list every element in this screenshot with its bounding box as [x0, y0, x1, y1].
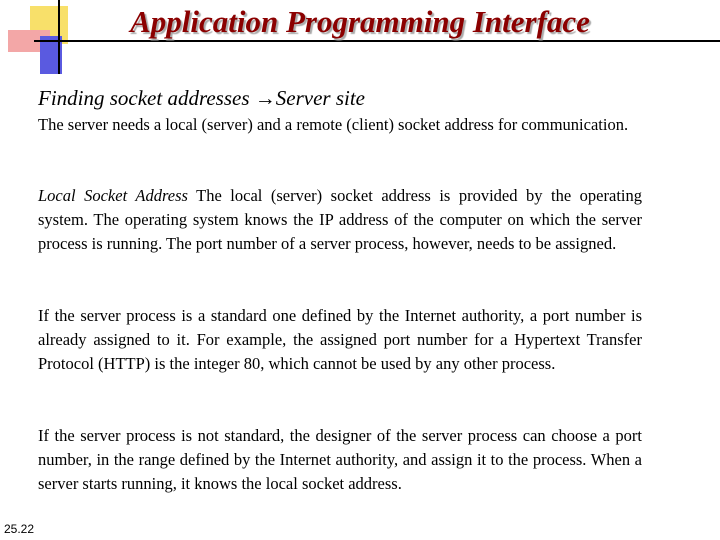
paragraph-intro: The server needs a local (server) and a remote (client) socket address for communication. [38, 115, 629, 134]
arrow-right-icon: → [254, 86, 276, 110]
paragraph-standard-port: If the server process is a standard one defined by the Internet authority, a port number is already assigned to it. For example, the assigned port number for a Hypertext Transfer Protocol (HTTP) is the integer 80, which cannot be used by any other process. [38, 306, 642, 373]
slide-title: Application Programming Interface [130, 4, 590, 39]
paragraph-body: The local (server) socket address is provided by the operating system. The operating system knows the IP address of the computer on which the server process is running. The port number of a server process, however, needs to be assigned. [38, 186, 642, 253]
subtitle-right: Server site [275, 86, 366, 110]
paragraph-nonstandard-port: If the server process is not standard, the designer of the server process can choose a port number, in the range defined by the Internet authority, and assign it to the process. When a server starts running, it knows the local socket address. [38, 426, 642, 493]
decor-horizontal-line [34, 40, 720, 42]
slide-number: 25.22 [4, 522, 35, 536]
subtitle-left: Finding socket addresses [38, 86, 250, 110]
paragraph-local-socket-address [38, 184, 642, 256]
paragraph-lead-term: Local Socket Address [38, 186, 188, 205]
slide-subtitle [38, 86, 365, 111]
